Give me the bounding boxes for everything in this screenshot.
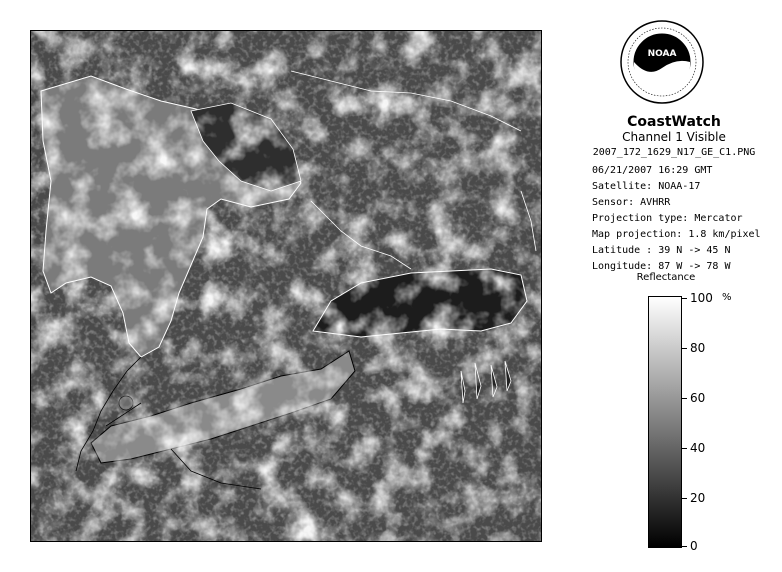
legend-title: Reflectance [636, 272, 696, 283]
satellite-label: Satellite: NOAA-17 [592, 181, 701, 192]
tick-mark [681, 546, 687, 547]
map-projection-label: Map projection: 1.8 km/pixel [592, 229, 761, 240]
satellite-map [30, 30, 542, 542]
datetime-label: 06/21/2007 16:29 GMT [592, 165, 713, 176]
tick-label: 80 [690, 341, 706, 355]
noaa-logo [620, 20, 704, 104]
tick-mark [681, 398, 687, 399]
legend-unit: % [722, 292, 732, 303]
filename-label: 2007_172_1629_N17_GE_C1.PNG [592, 147, 756, 158]
longitude-label: Longitude: 87 W -> 78 W [592, 261, 731, 272]
tick-mark [681, 348, 687, 349]
latitude-label: Latitude : 39 N -> 45 N [592, 245, 731, 256]
tick-mark [681, 498, 687, 499]
tick-label: 20 [690, 491, 706, 505]
projection-type-label: Projection type: Mercator [592, 213, 743, 224]
tick-mark [681, 298, 687, 299]
tick-label: 0 [690, 539, 698, 553]
tick-label: 100 [690, 291, 713, 305]
cloud-cover [31, 31, 541, 541]
noaa-logo-text: NOAA [647, 49, 677, 59]
reflectance-colorbar [648, 296, 682, 548]
tick-label: 40 [690, 441, 706, 455]
sensor-label: Sensor: AVHRR [592, 197, 671, 208]
app-title: CoastWatch [627, 114, 721, 130]
tick-label: 60 [690, 391, 706, 405]
channel-label: Channel 1 Visible [622, 130, 726, 144]
tick-mark [681, 448, 687, 449]
